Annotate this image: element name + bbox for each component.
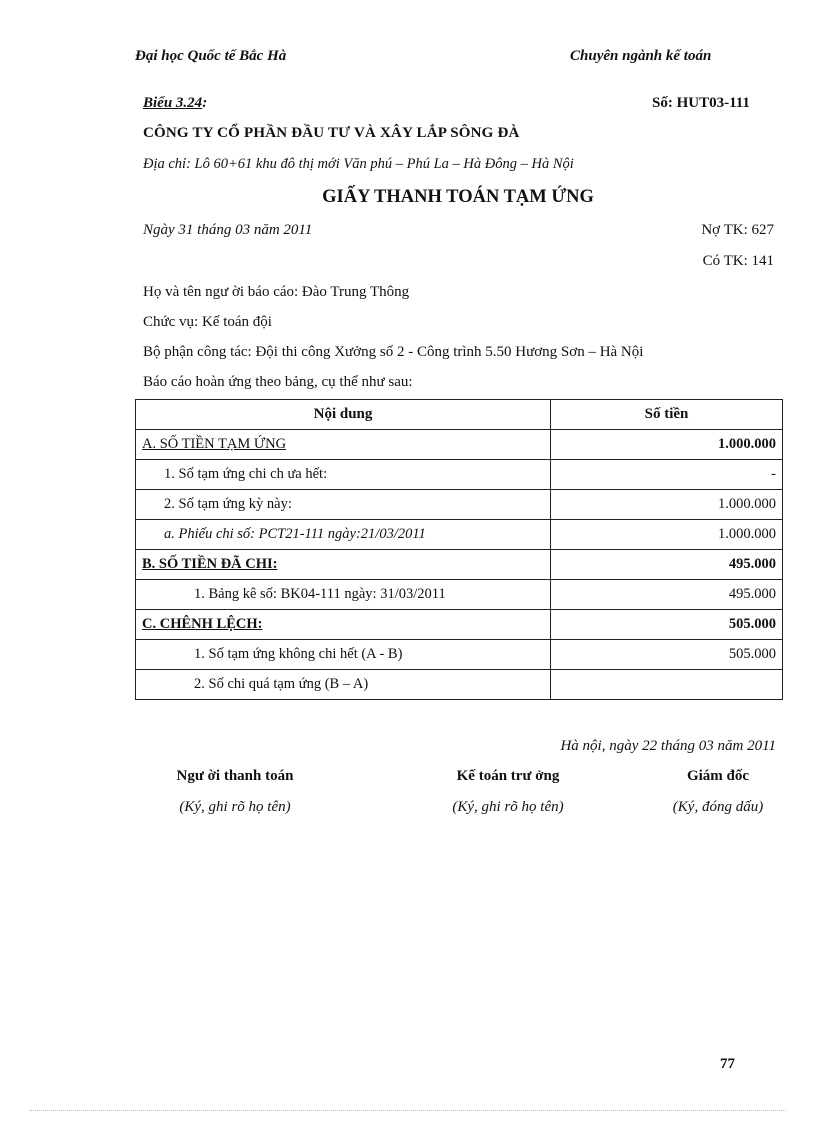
report-intro: Báo cáo hoàn ứng theo bảng, cụ thể như sau: <box>143 374 413 390</box>
row-amount: - <box>551 460 783 490</box>
debit-account: Nợ TK: 627 <box>701 222 774 238</box>
table-row <box>136 430 783 460</box>
form-code-colon: : <box>202 95 208 111</box>
header-school: Đại học Quốc tế Bắc Hà <box>135 48 287 64</box>
place-date: Hà nội, ngày 22 tháng 03 năm 2011 <box>560 738 776 754</box>
reporter-name: Họ và tên ngư ời báo cáo: Đào Trung Thông <box>143 284 410 300</box>
page-title: GIẤY THANH TOÁN TẠM ỨNG <box>322 187 594 207</box>
row-amount: 495.000 <box>551 580 783 610</box>
row-amount: 505.000 <box>551 640 783 670</box>
header-amount: Số tiền <box>551 400 783 430</box>
form-code-text: Biểu 3.24 <box>143 95 203 111</box>
row-label: a. Phiếu chi số: PCT21-111 ngày:21/03/2011 <box>136 520 551 550</box>
header-major: Chuyên ngành kế toán <box>570 48 712 64</box>
table-header-row <box>136 400 783 430</box>
row-amount: 1.000.000 <box>551 520 783 550</box>
company-name: CÔNG TY CỔ PHẦN ĐẦU TƯ VÀ XÂY LẮP SÔNG ĐÀ <box>143 125 520 141</box>
signature-chief-accountant-note: (Ký, ghi rõ họ tên) <box>452 799 564 815</box>
row-label <box>136 430 551 460</box>
document-number: Số: HUT03-111 <box>652 95 750 111</box>
signature-payer-role: Ngư ời thanh toán <box>176 768 294 784</box>
row-amount: 505.000 <box>551 610 783 640</box>
table-row <box>136 520 783 550</box>
page-bottom-divider <box>30 1110 786 1111</box>
header-content: Nội dung <box>136 400 551 430</box>
payment-table <box>135 399 783 700</box>
credit-account: Có TK: 141 <box>702 253 774 269</box>
signature-chief-accountant-role: Kế toán trư ởng <box>456 768 560 784</box>
company-address: Địa chỉ: Lô 60+61 khu đô thị mới Văn phú – Phú La – Hà Đông – Hà Nội <box>143 156 574 172</box>
table-row <box>136 640 783 670</box>
table-row <box>136 610 783 640</box>
row-amount: 1.000.000 <box>551 430 783 460</box>
section-b-label: B. SỐ TIỀN ĐÃ CHI: <box>142 556 278 572</box>
form-code <box>143 95 207 112</box>
row-amount: 495.000 <box>551 550 783 580</box>
signature-payer-note: (Ký, ghi rõ họ tên) <box>179 799 291 815</box>
signature-director-role: Giám đốc <box>686 768 750 784</box>
row-label <box>136 550 551 580</box>
table-row <box>136 580 783 610</box>
row-label <box>136 610 551 640</box>
page-number: 77 <box>720 1056 735 1072</box>
reporter-position: Chức vụ: Kế toán đội <box>143 314 272 330</box>
row-amount <box>551 670 783 700</box>
row-label: 2. Số chi quá tạm ứng (B – A) <box>136 670 551 700</box>
section-a-label: A. SỐ TIỀN TẠM ỨNG <box>142 436 287 452</box>
section-c-label: C. CHÊNH LỆCH: <box>142 616 263 632</box>
table-row <box>136 490 783 520</box>
row-label: 1. Số tạm ứng không chi hết (A - B) <box>136 640 551 670</box>
table-row <box>136 670 783 700</box>
row-label: 1. Số tạm ứng chi ch ưa hết: <box>136 460 551 490</box>
row-label: 2. Số tạm ứng kỳ này: <box>136 490 551 520</box>
row-amount: 1.000.000 <box>551 490 783 520</box>
signature-director-note: (Ký, đóng dấu) <box>672 799 764 815</box>
table-row <box>136 550 783 580</box>
document-date: Ngày 31 tháng 03 năm 2011 <box>143 222 313 238</box>
row-label: 1. Bảng kê số: BK04-111 ngày: 31/03/2011 <box>136 580 551 610</box>
table-row <box>136 460 783 490</box>
reporter-department: Bộ phận công tác: Đội thi công Xưởng số 2 - Công trình 5.50 Hương Sơn – Hà Nội <box>143 344 644 360</box>
